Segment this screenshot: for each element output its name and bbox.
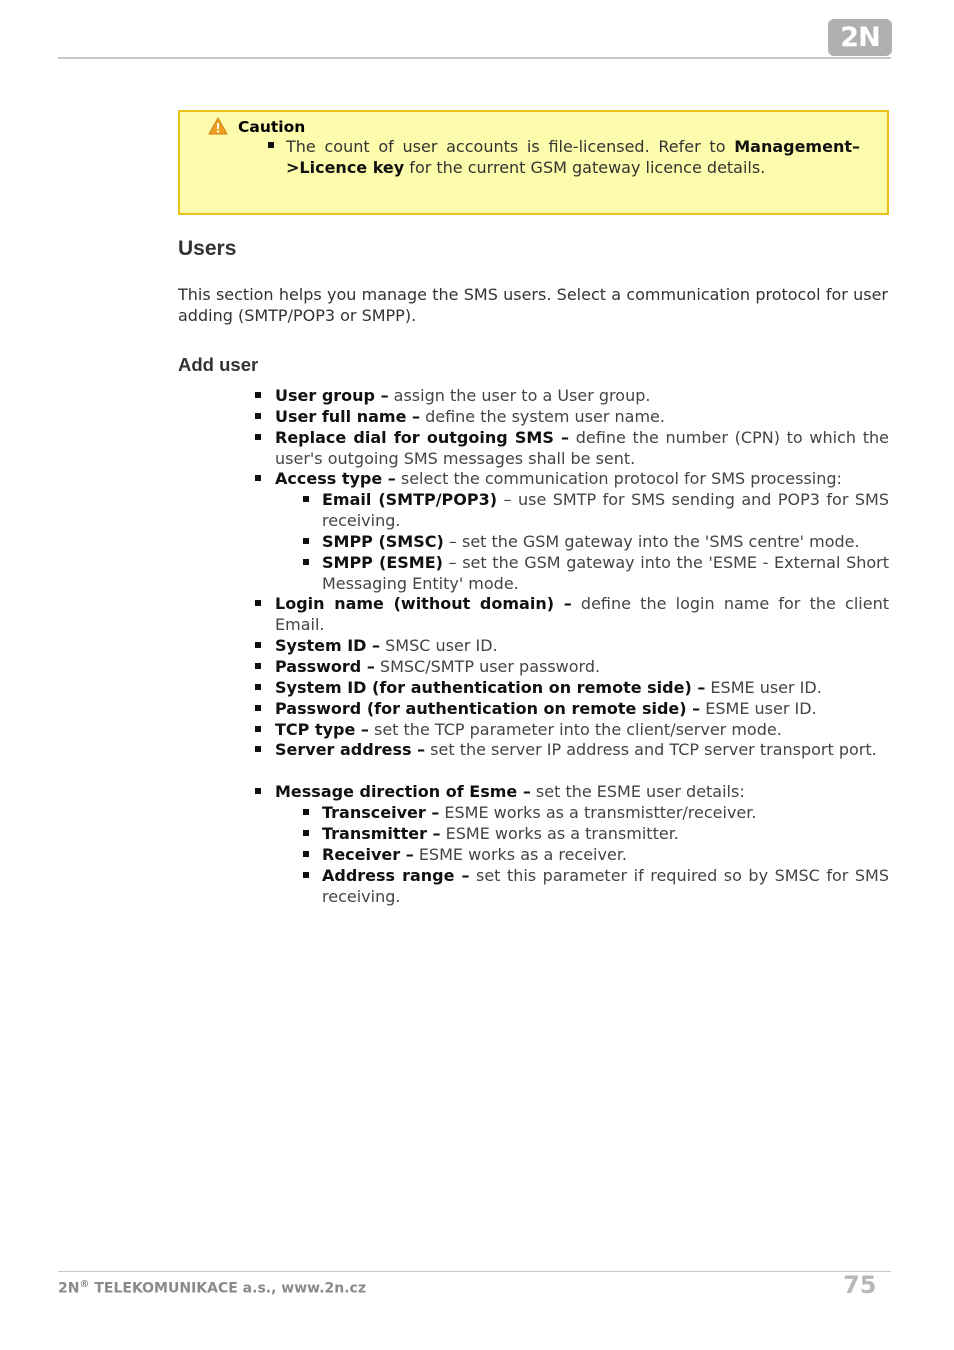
- bullet-icon: [268, 142, 274, 148]
- list-item: System ID – SMSC user ID.: [275, 636, 498, 655]
- list-item: SMPP (ESME) – set the GSM gateway into the 'ESME - External Short Messaging Entity' mode.: [322, 553, 889, 593]
- menu-path: Management–>Licence key: [286, 137, 860, 177]
- list-item: User group – assign the user to a User group.: [275, 386, 651, 405]
- page-number: 75: [843, 1271, 877, 1299]
- bullet-icon: [255, 642, 261, 648]
- list-item: Email (SMTP/POP3) – use SMTP for SMS sending and POP3 for SMS receiving.: [322, 490, 889, 530]
- bullet-icon: [255, 788, 261, 794]
- list-item: Receiver – ESME works as a receiver.: [322, 845, 628, 864]
- bullet-icon: [255, 475, 261, 481]
- caution-title: Caution: [238, 118, 306, 136]
- list-item: Transceiver – ESME works as a transmistter/receiver.: [322, 803, 757, 822]
- bullet-icon: [255, 600, 261, 606]
- bullet-icon: [255, 684, 261, 690]
- list-item: Message direction of Esme – set the ESME user details:: [275, 782, 745, 801]
- list-item: Password – SMSC/SMTP user password.: [275, 657, 601, 676]
- bullet-icon: [303, 872, 309, 878]
- footer-company: 2N® TELEKOMUNIKACE a.s., www.2n.cz: [58, 1279, 366, 1297]
- footer-rule: [58, 1271, 891, 1272]
- bullet-icon: [255, 705, 261, 711]
- bullet-icon: [255, 413, 261, 419]
- list-item: Address range – set this parameter if required so by SMSC for SMS receiving.: [322, 866, 890, 906]
- list-item: SMPP (SMSC) – set the GSM gateway into the 'SMS centre' mode.: [322, 532, 860, 551]
- bullet-icon: [255, 746, 261, 752]
- list-item: TCP type – set the TCP parameter into the client/server mode.: [275, 720, 782, 739]
- bullet-icon: [303, 830, 309, 836]
- bullet-icon: [255, 726, 261, 732]
- bullet-icon: [303, 496, 309, 502]
- section-intro: This section helps you manage the SMS users. Select a communication protocol for user adding (SMTP/POP3 or SMPP).: [178, 285, 888, 325]
- bullet-icon: [303, 809, 309, 815]
- list-item: Access type – select the communication protocol for SMS processing:: [275, 469, 842, 488]
- bullet-icon: [255, 392, 261, 398]
- list-item: Server address – set the server IP address and TCP server transport port.: [275, 740, 877, 759]
- list-item: Password (for authentication on remote side) – ESME user ID.: [275, 699, 817, 718]
- header-rule: [58, 57, 891, 59]
- section-title: Users: [178, 237, 237, 260]
- caution-text: The count of user accounts is file-licensed. Refer to Management–>Licence key for the current GSM gateway licence details.: [286, 137, 860, 177]
- caution-box: [178, 110, 889, 215]
- bullet-icon: [303, 851, 309, 857]
- registered-mark: ®: [79, 1279, 90, 1290]
- list-item: Transmitter – ESME works as a transmitter.: [322, 824, 679, 843]
- subsection-title: Add user: [178, 354, 259, 375]
- bullet-icon: [255, 663, 261, 669]
- list-item: User full name – define the system user name.: [275, 407, 665, 426]
- warning-icon: [208, 117, 228, 139]
- list-item: System ID (for authentication on remote side) – ESME user ID.: [275, 678, 822, 697]
- bullet-icon: [255, 434, 261, 440]
- bullet-icon: [303, 538, 309, 544]
- list-item: Login name (without domain) – define the login name for the client Email.: [275, 594, 889, 634]
- list-item: Replace dial for outgoing SMS – define the number (CPN) to which the user's outgoing SMS messages shall be sent.: [275, 428, 889, 468]
- bullet-icon: [303, 559, 309, 565]
- brand-logo: 2N: [828, 19, 892, 56]
